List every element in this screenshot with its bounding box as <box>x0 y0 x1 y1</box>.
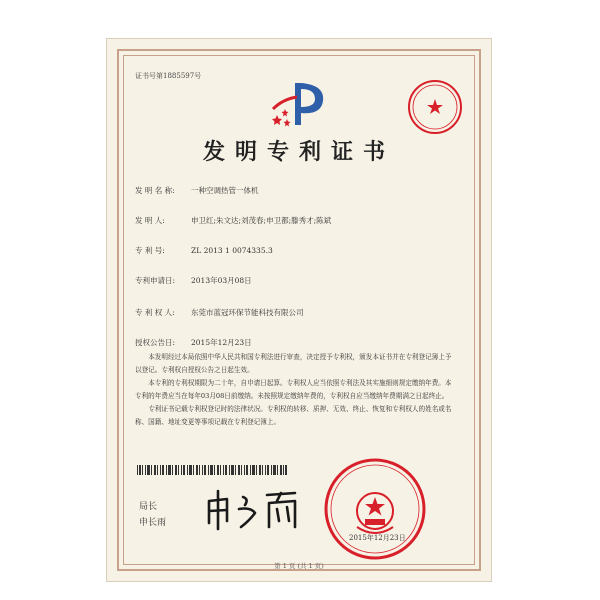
field-value: 2015年12月23日 <box>191 338 252 347</box>
field-invention-name <box>135 185 259 196</box>
field-label: 专 利 号: <box>135 246 165 255</box>
certificate-page <box>106 38 492 582</box>
field-label: 发 明 名 称: <box>135 186 175 195</box>
field-value: 申卫红;朱文达;刘茂春;申卫都;滕秀才;陈斌 <box>191 216 332 225</box>
field-label: 发 明 人: <box>135 216 165 225</box>
certificate-number: 证书号第1885597号 <box>135 72 202 80</box>
field-inventors <box>135 215 331 226</box>
certificate-title: 发明专利证书 <box>202 139 395 165</box>
body-paragraph: 专利证书记载专利权登记时的法律状况。专利权的转移、质押、无效、终止、恢复和专利权人的姓名或名称、国籍、地址变更等事项记载在专利登记簿上。 <box>135 405 452 426</box>
body-paragraph: 本发明经过本局依照中华人民共和国专利法进行审查，决定授予专利权，颁发本证书并在专利登记簿上予以登记。专利权自授权公告之日起生效。 <box>135 353 452 374</box>
field-label: 专利申请日: <box>135 276 176 285</box>
official-seal-icon <box>323 457 427 561</box>
certificate-body <box>135 351 455 429</box>
director-name: 申长雨 <box>139 518 167 528</box>
director-title: 局长 <box>139 502 158 512</box>
patent-office-logo-icon <box>267 79 331 129</box>
page-footer: 第 1 页 (共 1 页) <box>274 562 324 570</box>
field-value: ZL 2013 1 0074335.3 <box>191 246 273 255</box>
signature-icon <box>203 487 303 533</box>
field-label: 授权公告日: <box>135 338 176 347</box>
field-value: 一种空调热管一体机 <box>191 186 259 195</box>
field-grant-date <box>135 337 252 348</box>
field-label: 专 利 权 人: <box>135 308 175 317</box>
body-paragraph: 本专利的专利权期限为二十年，自申请日起算。专利权人应当依照专利法及其实施细则规定缴纳年费。本专利的年费应当在每年03月08日前缴纳。未按照规定缴纳年费的，专利权自应当缴纳年费期满之日起终止。 <box>135 379 452 400</box>
barcode-icon <box>137 465 287 475</box>
field-filing-date <box>135 275 252 286</box>
field-value: 东莞市蓝冠环保节能科技有限公司 <box>191 308 304 317</box>
field-patent-number <box>135 245 273 256</box>
field-patentee <box>135 307 304 318</box>
agency-seal-icon <box>407 79 463 135</box>
field-value: 2013年03月08日 <box>191 276 252 285</box>
seal-date: 2015年12月23日 <box>349 534 406 542</box>
